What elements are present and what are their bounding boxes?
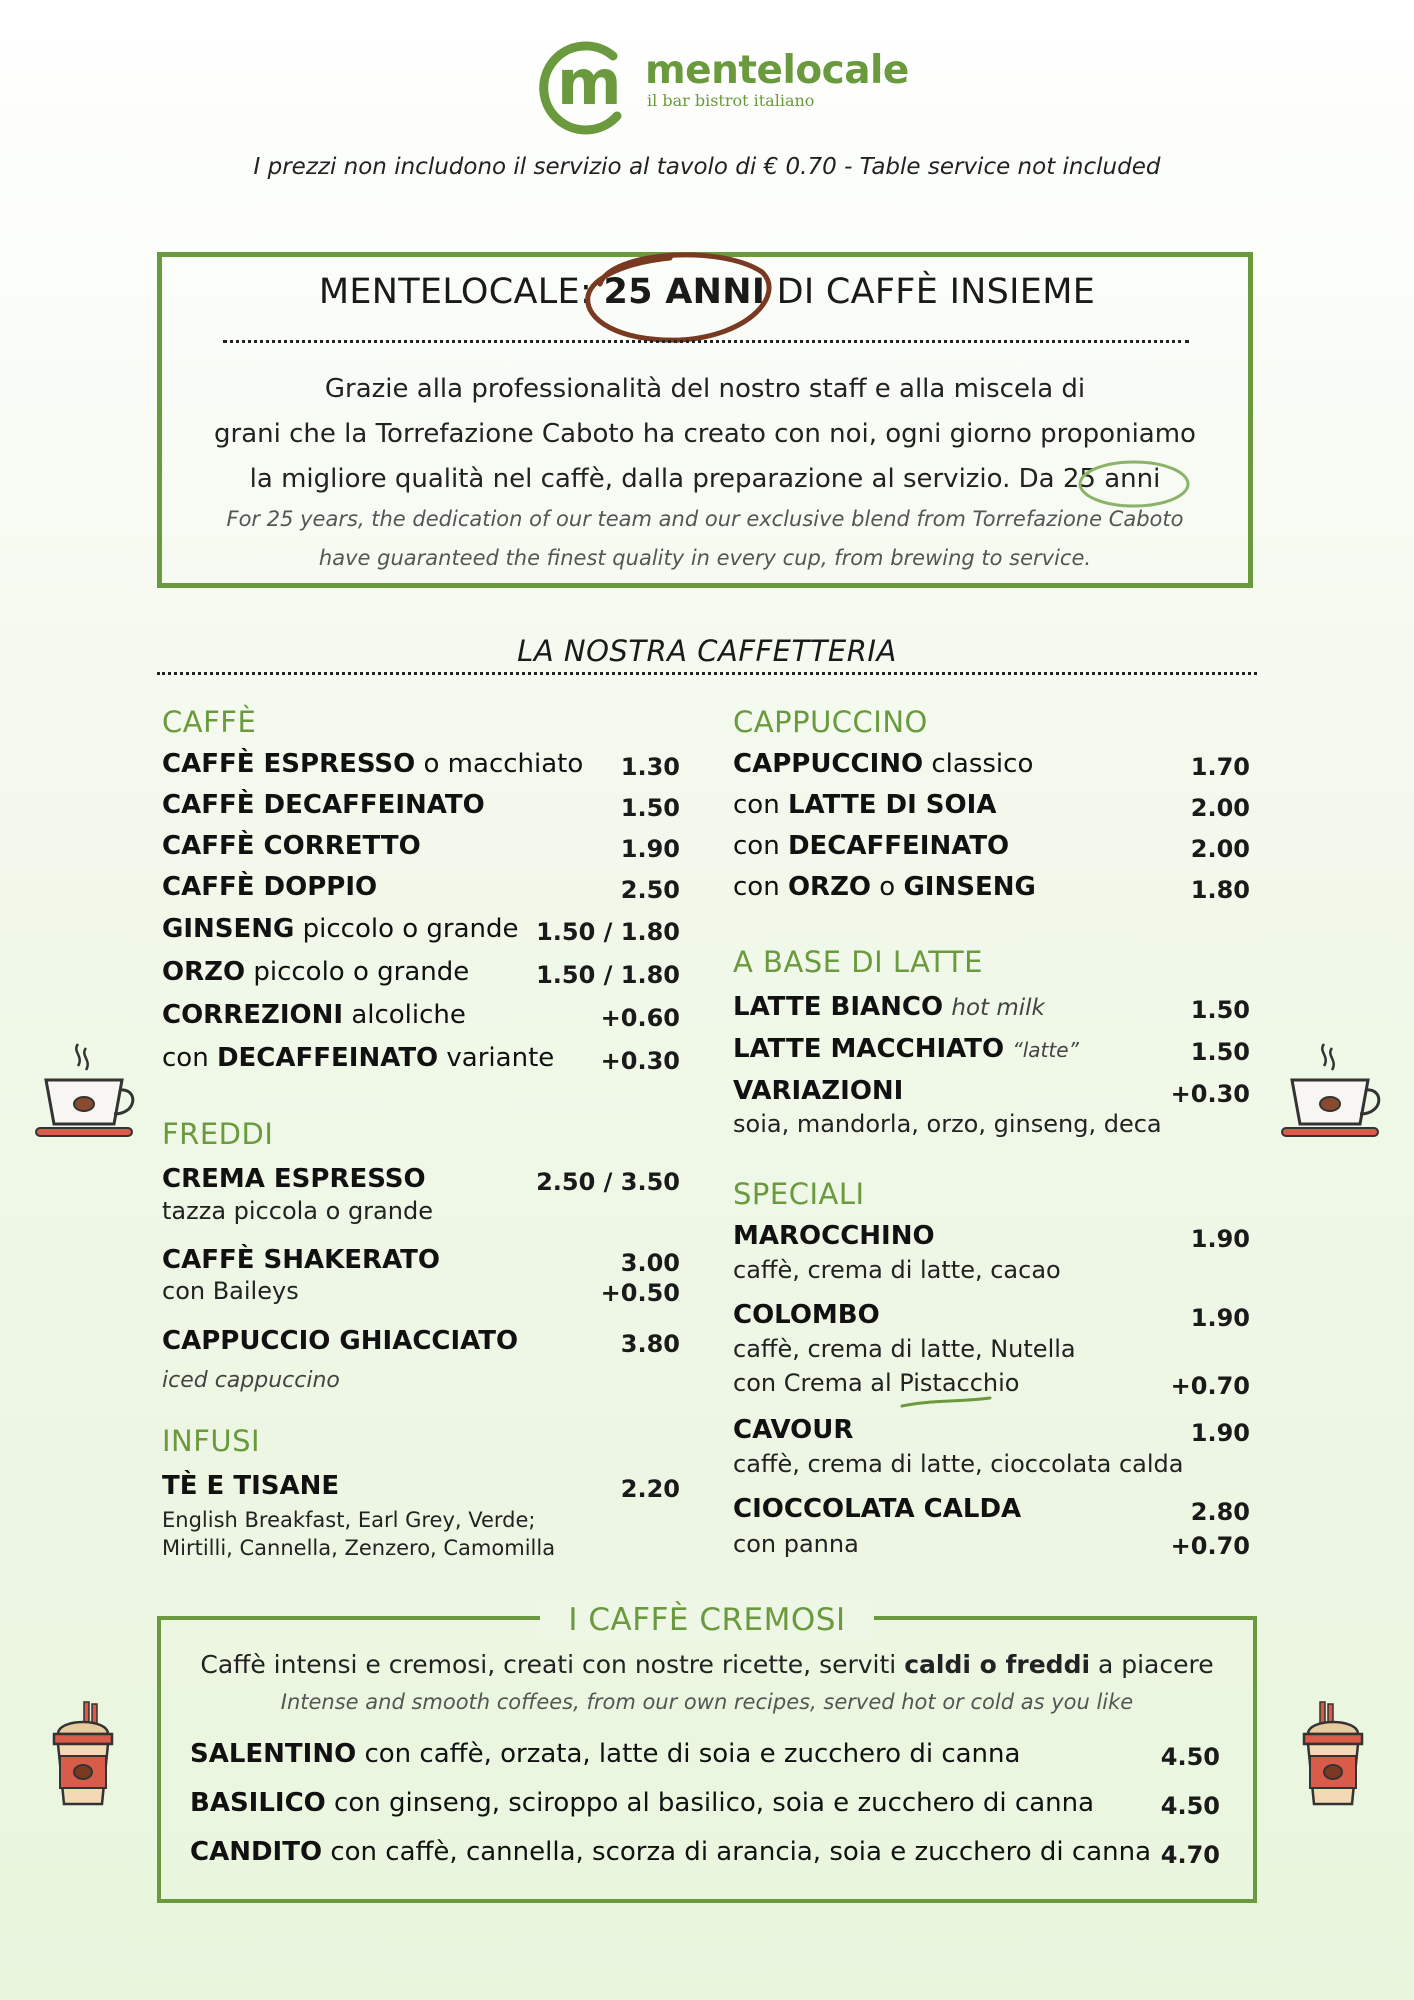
menu-item-price: 1.80 [1190,876,1250,904]
menu-item-price: 2.20 [620,1475,680,1503]
menu-item-price: 1.50 / 1.80 [536,961,680,989]
menu-item: con ORZO o GINSENG [733,872,1036,902]
menu-item-price: 1.70 [1190,753,1250,781]
brand-name: mentelocale [645,48,909,93]
menu-item: LATTE MACCHIATO “latte” [733,1034,1079,1064]
menu-item: CAFFÈ SHAKERATO [162,1245,441,1275]
menu-item: CAFFÈ DOPPIO [162,872,378,902]
coffee-cup-icon [1280,1040,1380,1146]
menu-item: con LATTE DI SOIA [733,790,997,820]
menu-item: CORREZIONI alcoliche [162,1000,466,1030]
menu-item-price: 3.80 [620,1330,680,1358]
brand-tagline: il bar bistrot italiano [647,91,815,110]
menu-item: SALENTINO con caffè, orzata, latte di soia e zucchero di canna [190,1739,1021,1769]
menu-item-description: con panna [733,1530,859,1558]
category-speciali: SPECIALI [733,1177,865,1211]
menu-item: CAFFÈ ESPRESSO o macchiato [162,749,584,779]
menu-item-price: +0.30 [600,1047,680,1075]
service-notice: I prezzi non includono il servizio al tavolo di € 0.70 - Table service not included [253,154,1161,180]
menu-item-price: 1.90 [620,835,680,863]
menu-item-extra: con Crema al Pistacchio [733,1369,1020,1397]
menu-item-description: tazza piccola o grande [162,1197,433,1225]
menu-item: BASILICO con ginseng, sciroppo al basilico, soia e zucchero di canna [190,1788,1095,1818]
anniversary-title-prefix: MENTELOCALE: [318,272,604,312]
menu-item: con DECAFFEINATO variante [162,1043,555,1073]
menu-item-price: 2.50 [620,876,680,904]
menu-item-price: 1.50 [620,794,680,822]
takeaway-cup-icon [48,1700,118,1810]
category-freddi: FREDDI [162,1117,274,1151]
menu-item-description: English Breakfast, Earl Grey, Verde; [162,1508,536,1532]
menu-item-price: +0.30 [1170,1080,1250,1108]
menu-item-description: con Baileys [162,1277,299,1305]
menu-item: LATTE BIANCO hot milk [733,992,1045,1022]
menu-item-price: 1.90 [1190,1419,1250,1447]
menu-item-price: 1.50 [1190,996,1250,1024]
menu-item: CREMA ESPRESSO [162,1164,426,1194]
cremosi-description: Caffè intensi e cremosi, creati con nostre ricette, serviti caldi o freddi a piacere [200,1650,1214,1679]
menu-item: CANDITO con caffè, cannella, scorza di arancia, soia e zucchero di canna [190,1837,1152,1867]
menu-item-price: +0.50 [600,1279,680,1307]
green-circle-icon [1074,456,1194,510]
hand-drawn-circle-icon [580,244,780,348]
menu-item: CAVOUR [733,1415,854,1445]
menu-item-price: 1.90 [1190,1225,1250,1253]
takeaway-cup-icon [1298,1700,1368,1810]
menu-item-price: 2.00 [1190,835,1250,863]
menu-item-description: iced cappuccino [162,1368,340,1393]
menu-item: CAPPUCCINO classico [733,749,1034,779]
menu-item-description: caffè, crema di latte, cioccolata calda [733,1450,1184,1478]
menu-item: VARIAZIONI [733,1076,904,1106]
menu-item: CAFFÈ DECAFFEINATO [162,790,485,820]
section-divider [157,672,1257,675]
menu-item: CAFFÈ CORRETTO [162,831,421,861]
menu-item-price: 1.50 [1190,1038,1250,1066]
menu-item: MAROCCHINO [733,1221,935,1251]
menu-item: COLOMBO [733,1300,880,1330]
menu-item-price: 2.00 [1190,794,1250,822]
menu-item-price: +0.60 [600,1004,680,1032]
category-caffe: CAFFÈ [162,705,257,739]
category-cappuccino: CAPPUCCINO [733,705,928,739]
anniversary-english-line-2: have guaranteed the finest quality in every cup, from brewing to service. [318,546,1092,570]
menu-item: CIOCCOLATA CALDA [733,1494,1022,1524]
menu-item-price: 1.90 [1190,1304,1250,1332]
anniversary-highlight: 25 ANNI [603,272,766,312]
menu-item-description: soia, mandorla, orzo, ginseng, deca [733,1110,1162,1138]
anniversary-text-line-3: la migliore qualità nel caffè, dalla preparazione al servizio. Da 25 anni [249,464,1161,494]
menu-item-price: 4.70 [1160,1841,1220,1869]
menu-item-description: caffè, crema di latte, cacao [733,1256,1061,1284]
menu-item-price: +0.70 [1170,1372,1250,1400]
menu-item-price: 4.50 [1160,1743,1220,1771]
menu-item: CAPPUCCIO GHIACCIATO [162,1326,519,1356]
cremosi-title: I CAFFÈ CREMOSI [568,1602,846,1638]
anniversary-title-suffix: DI CAFFÈ INSIEME [765,272,1096,312]
menu-item-price: 4.50 [1160,1792,1220,1820]
anniversary-years: 25 anni [1062,464,1161,494]
anniversary-text-line-1: Grazie alla professionalità del nostro staff e alla miscela di [324,374,1086,404]
menu-item-price: 2.50 / 3.50 [536,1168,680,1196]
menu-item: TÈ E TISANE [162,1471,340,1501]
underline-stroke-icon [900,1396,992,1410]
menu-item: GINSENG piccolo o grande [162,914,519,944]
menu-item: ORZO piccolo o grande [162,957,470,987]
section-title: LA NOSTRA CAFFETTERIA [517,634,897,668]
anniversary-text-line-2: grani che la Torrefazione Caboto ha creato con noi, ogni giorno proponiamo [214,419,1196,449]
menu-item-price: +0.70 [1170,1532,1250,1560]
anniversary-english-line-1: For 25 years, the dedication of our team and our exclusive blend from Torrefazione Caboto [226,507,1184,531]
category-latte: A BASE DI LATTE [733,945,983,979]
menu-item-description: caffè, crema di latte, Nutella [733,1335,1076,1363]
menu-item-price: 1.30 [620,753,680,781]
menu-item-price: 3.00 [620,1249,680,1277]
cremosi-description-english: Intense and smooth coffees, from our own recipes, served hot or cold as you like [280,1690,1134,1714]
logo-letter: m [557,46,622,119]
menu-item-description: Mirtilli, Cannella, Zenzero, Camomilla [162,1536,556,1560]
menu-item-price: 2.80 [1190,1498,1250,1526]
category-infusi: INFUSI [162,1424,261,1458]
menu-item-price: 1.50 / 1.80 [536,918,680,946]
coffee-cup-icon [34,1040,134,1146]
menu-item: con DECAFFEINATO [733,831,1010,861]
anniversary-divider [223,340,1189,343]
